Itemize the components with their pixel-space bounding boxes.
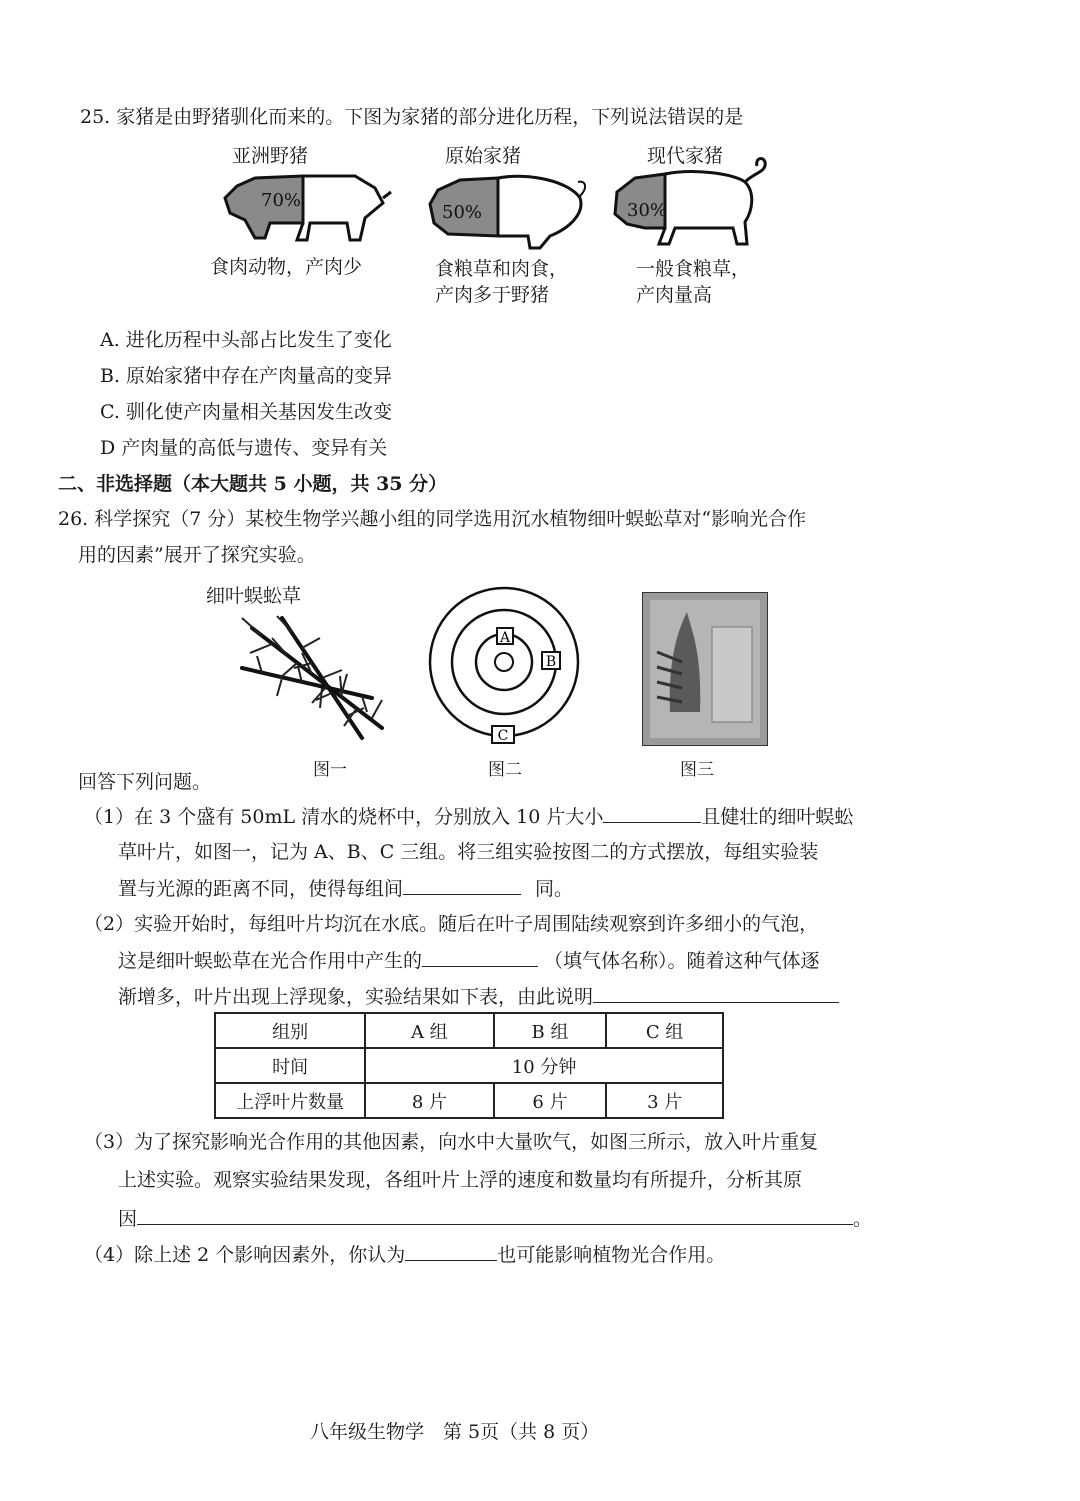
label-a: A [499,630,511,646]
table-cell: C 组 [606,1013,723,1048]
answer-blank-5[interactable] [137,1204,853,1225]
q26-stem-1: 26. 科学探究（7 分）某校生物学兴趣小组的同学选用沉水植物细叶蜈蚣草对“影响光合作 [58,508,807,530]
breath-photo [642,592,768,746]
primitive-pig-percent: 50% [442,202,483,223]
table-row [215,1083,723,1118]
pig-name-modern: 现代家猪 [647,145,724,167]
pig-desc-primitive-1: 食粮草和肉食， [435,258,569,280]
table-cell: 3 片 [606,1083,723,1118]
lightbulb-icon [495,653,513,671]
modern-pig-figure [605,152,775,252]
p4-line: （4）除上述 2 个影响因素外，你认为 也可能影响植物光合作用。 [84,1240,725,1269]
table-cell: 组别 [215,1013,365,1048]
wild-pig-figure [215,168,395,248]
section-heading: 二、非选择题（本大题共 5 小题，共 35 分） [58,473,448,495]
p2-line2: 这是细叶蜈蚣草在光合作用中产生的 （填气体名称）。随着这种气体逐 [118,946,820,975]
wild-pig-percent: 70% [261,190,302,211]
option-c: C. 驯化使产肉量相关基因发生改变 [100,401,392,423]
p2-line1: （2）实验开始时，每组叶片均沉在水底。随后在叶子周围陆续观察到许多细小的气泡， [84,913,819,935]
light-distance-diagram [428,586,580,746]
p3-line1: （3）为了探究影响光合作用的其他因素，向水中大量吹气，如图三所示，放入叶片重复 [84,1131,819,1153]
table-cell: 10 分钟 [365,1048,723,1083]
plant-label: 细叶蜈蚣草 [206,585,302,607]
table-cell: B 组 [494,1013,607,1048]
primitive-pig-figure [420,168,590,253]
results-table [214,1012,724,1119]
p3-line3: 因 。 [118,1204,872,1233]
p2-line3: 渐增多，叶片出现上浮现象，实验结果如下表，由此说明 [118,982,839,1011]
table-cell: 时间 [215,1048,365,1083]
table-cell: 6 片 [494,1083,607,1118]
p1-line1: （1）在 3 个盛有 50mL 清水的烧杯中，分别放入 10 片大小 且健壮的细叶蜈蚣 [84,802,853,831]
pig-desc-wild: 食肉动物，产肉少 [210,256,363,278]
pig-name-primitive: 原始家猪 [445,145,522,167]
label-c: C [497,728,509,744]
option-b: B. 原始家猪中存在产肉量高的变异 [100,365,393,387]
answer-blank-3[interactable] [422,946,538,967]
q26-stem-2: 用的因素”展开了探究实验。 [78,544,316,566]
p1-line3: 置与光源的距离不同，使得每组间 同。 [118,874,573,903]
label-b: B [545,654,557,670]
modern-pig-percent: 30% [627,200,668,221]
fig2-caption: 图二 [488,760,522,780]
answer-blank-6[interactable] [405,1240,497,1261]
plant-figure [232,608,402,748]
table-cell: 8 片 [365,1083,493,1118]
table-cell: A 组 [365,1013,493,1048]
pig-desc-primitive-2: 产肉多于野猪 [435,284,550,306]
answer-blank-4[interactable] [593,982,839,1003]
pig-name-wild: 亚洲野猪 [232,145,309,167]
pig-desc-modern-1: 一般食粮草， [636,258,751,280]
page-footer: 八年级生物学 第 5页（共 8 页） [310,1421,600,1443]
answer-blank-1[interactable] [603,802,701,823]
table-cell: 上浮叶片数量 [215,1083,365,1118]
fig1-caption: 图一 [313,760,347,780]
pig-desc-modern-2: 产肉量高 [636,284,713,306]
option-d: D 产肉量的高低与遗传、变异有关 [100,437,388,459]
option-a: A. 进化历程中头部占比发生了变化 [100,329,392,351]
answer-prompt: 回答下列问题。 [78,771,212,793]
p3-line2: 上述实验。观察实验结果发现，各组叶片上浮的速度和数量均有所提升，分析其原 [118,1169,803,1191]
table-row [215,1013,723,1048]
answer-blank-2[interactable] [403,874,521,895]
table-row [215,1048,723,1083]
q25-stem: 25. 家猪是由野猪驯化而来的。下图为家猪的部分进化历程，下列说法错误的是 [80,106,744,128]
fig3-caption: 图三 [680,760,714,780]
p1-line2: 草叶片，如图一，记为 A、B、C 三组。将三组实验按图二的方式摆放，每组实验装 [118,841,819,863]
